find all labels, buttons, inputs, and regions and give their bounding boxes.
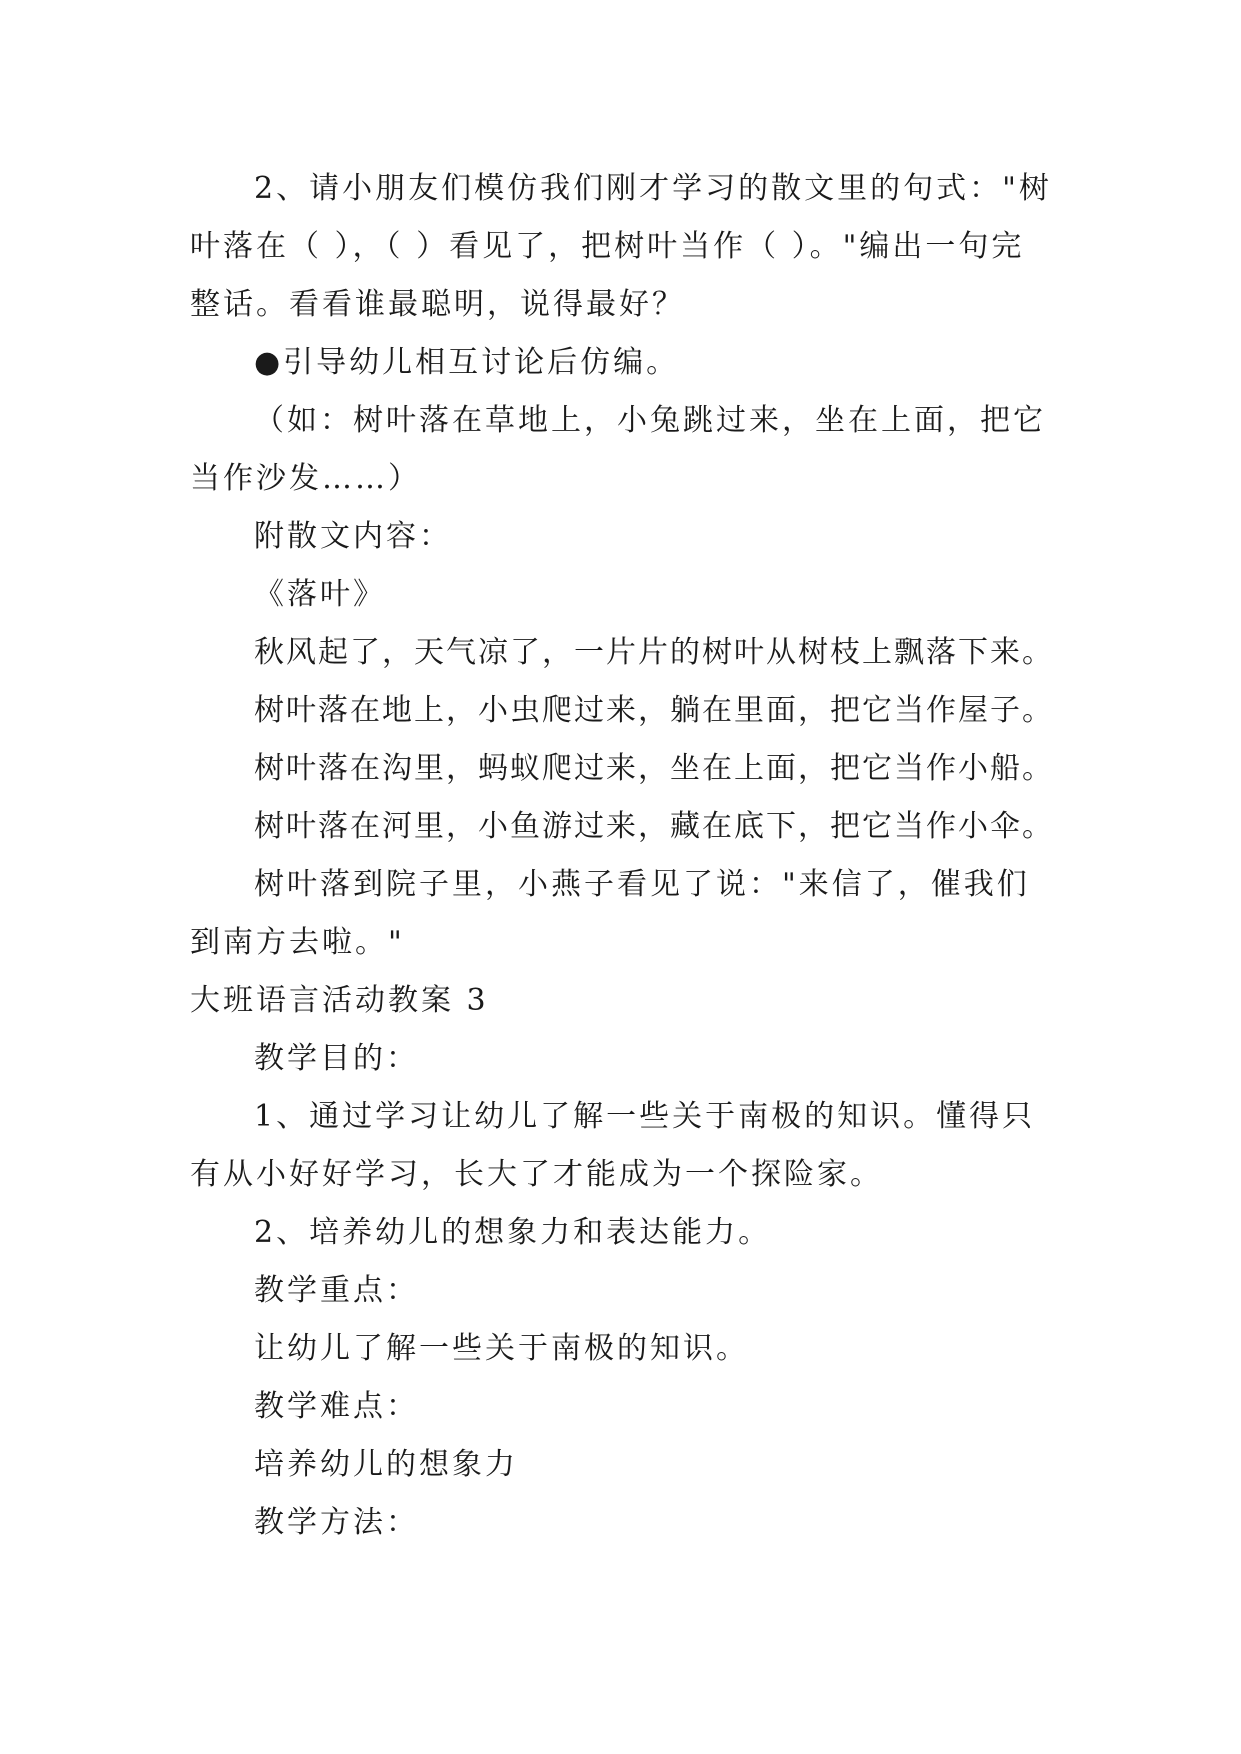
paragraph-guide-discussion: ●引导幼儿相互讨论后仿编。 [254,345,680,380]
paragraph-teaching-goal-label: 教学目的： [254,1041,419,1076]
paragraph-key-point-label: 教学重点： [254,1273,419,1308]
section-heading: 大班语言活动教案 3 [190,983,489,1018]
paragraph-method-label: 教学方法： [254,1505,419,1540]
paragraph-difficulty: 培养幼儿的想象力 [254,1447,518,1482]
prose-line-5: 树叶落到院子里，小燕子看见了说："来信了，催我们到南方去啦。" [190,867,1030,960]
document-body [190,160,1052,1552]
paragraph-appendix-label: 附散文内容： [254,519,452,554]
paragraph-goal-1: 1、通过学习让幼儿了解一些关于南极的知识。懂得只有从小好好学习，长大了才能成为一个探险家。 [190,1099,1036,1192]
paragraph-example: （如：树叶落在草地上，小兔跳过来，坐在上面，把它当作沙发……） [190,403,1046,496]
paragraph-imitation-task: 2、请小朋友们模仿我们刚才学习的散文里的句式："树叶落在（ ），（ ）看见了，把树叶当作（ ）。"编出一句完整话。看看谁最聪明，说得最好？ [190,171,1052,322]
paragraph-key-point: 让幼儿了解一些关于南极的知识。 [254,1331,749,1366]
paragraph-difficulty-label: 教学难点： [254,1389,419,1424]
prose-title: 《落叶》 [254,577,386,612]
prose-line-1: 秋风起了，天气凉了，一片片的树叶从树枝上飘落下来。 [254,635,1054,670]
prose-line-2: 树叶落在地上，小虫爬过来，躺在里面，把它当作屋子。 [254,693,1054,728]
prose-line-3: 树叶落在沟里，蚂蚁爬过来，坐在上面，把它当作小船。 [254,751,1054,786]
paragraph-goal-2: 2、培养幼儿的想象力和表达能力。 [254,1215,772,1250]
prose-line-4: 树叶落在河里，小鱼游过来，藏在底下，把它当作小伞。 [254,809,1054,844]
